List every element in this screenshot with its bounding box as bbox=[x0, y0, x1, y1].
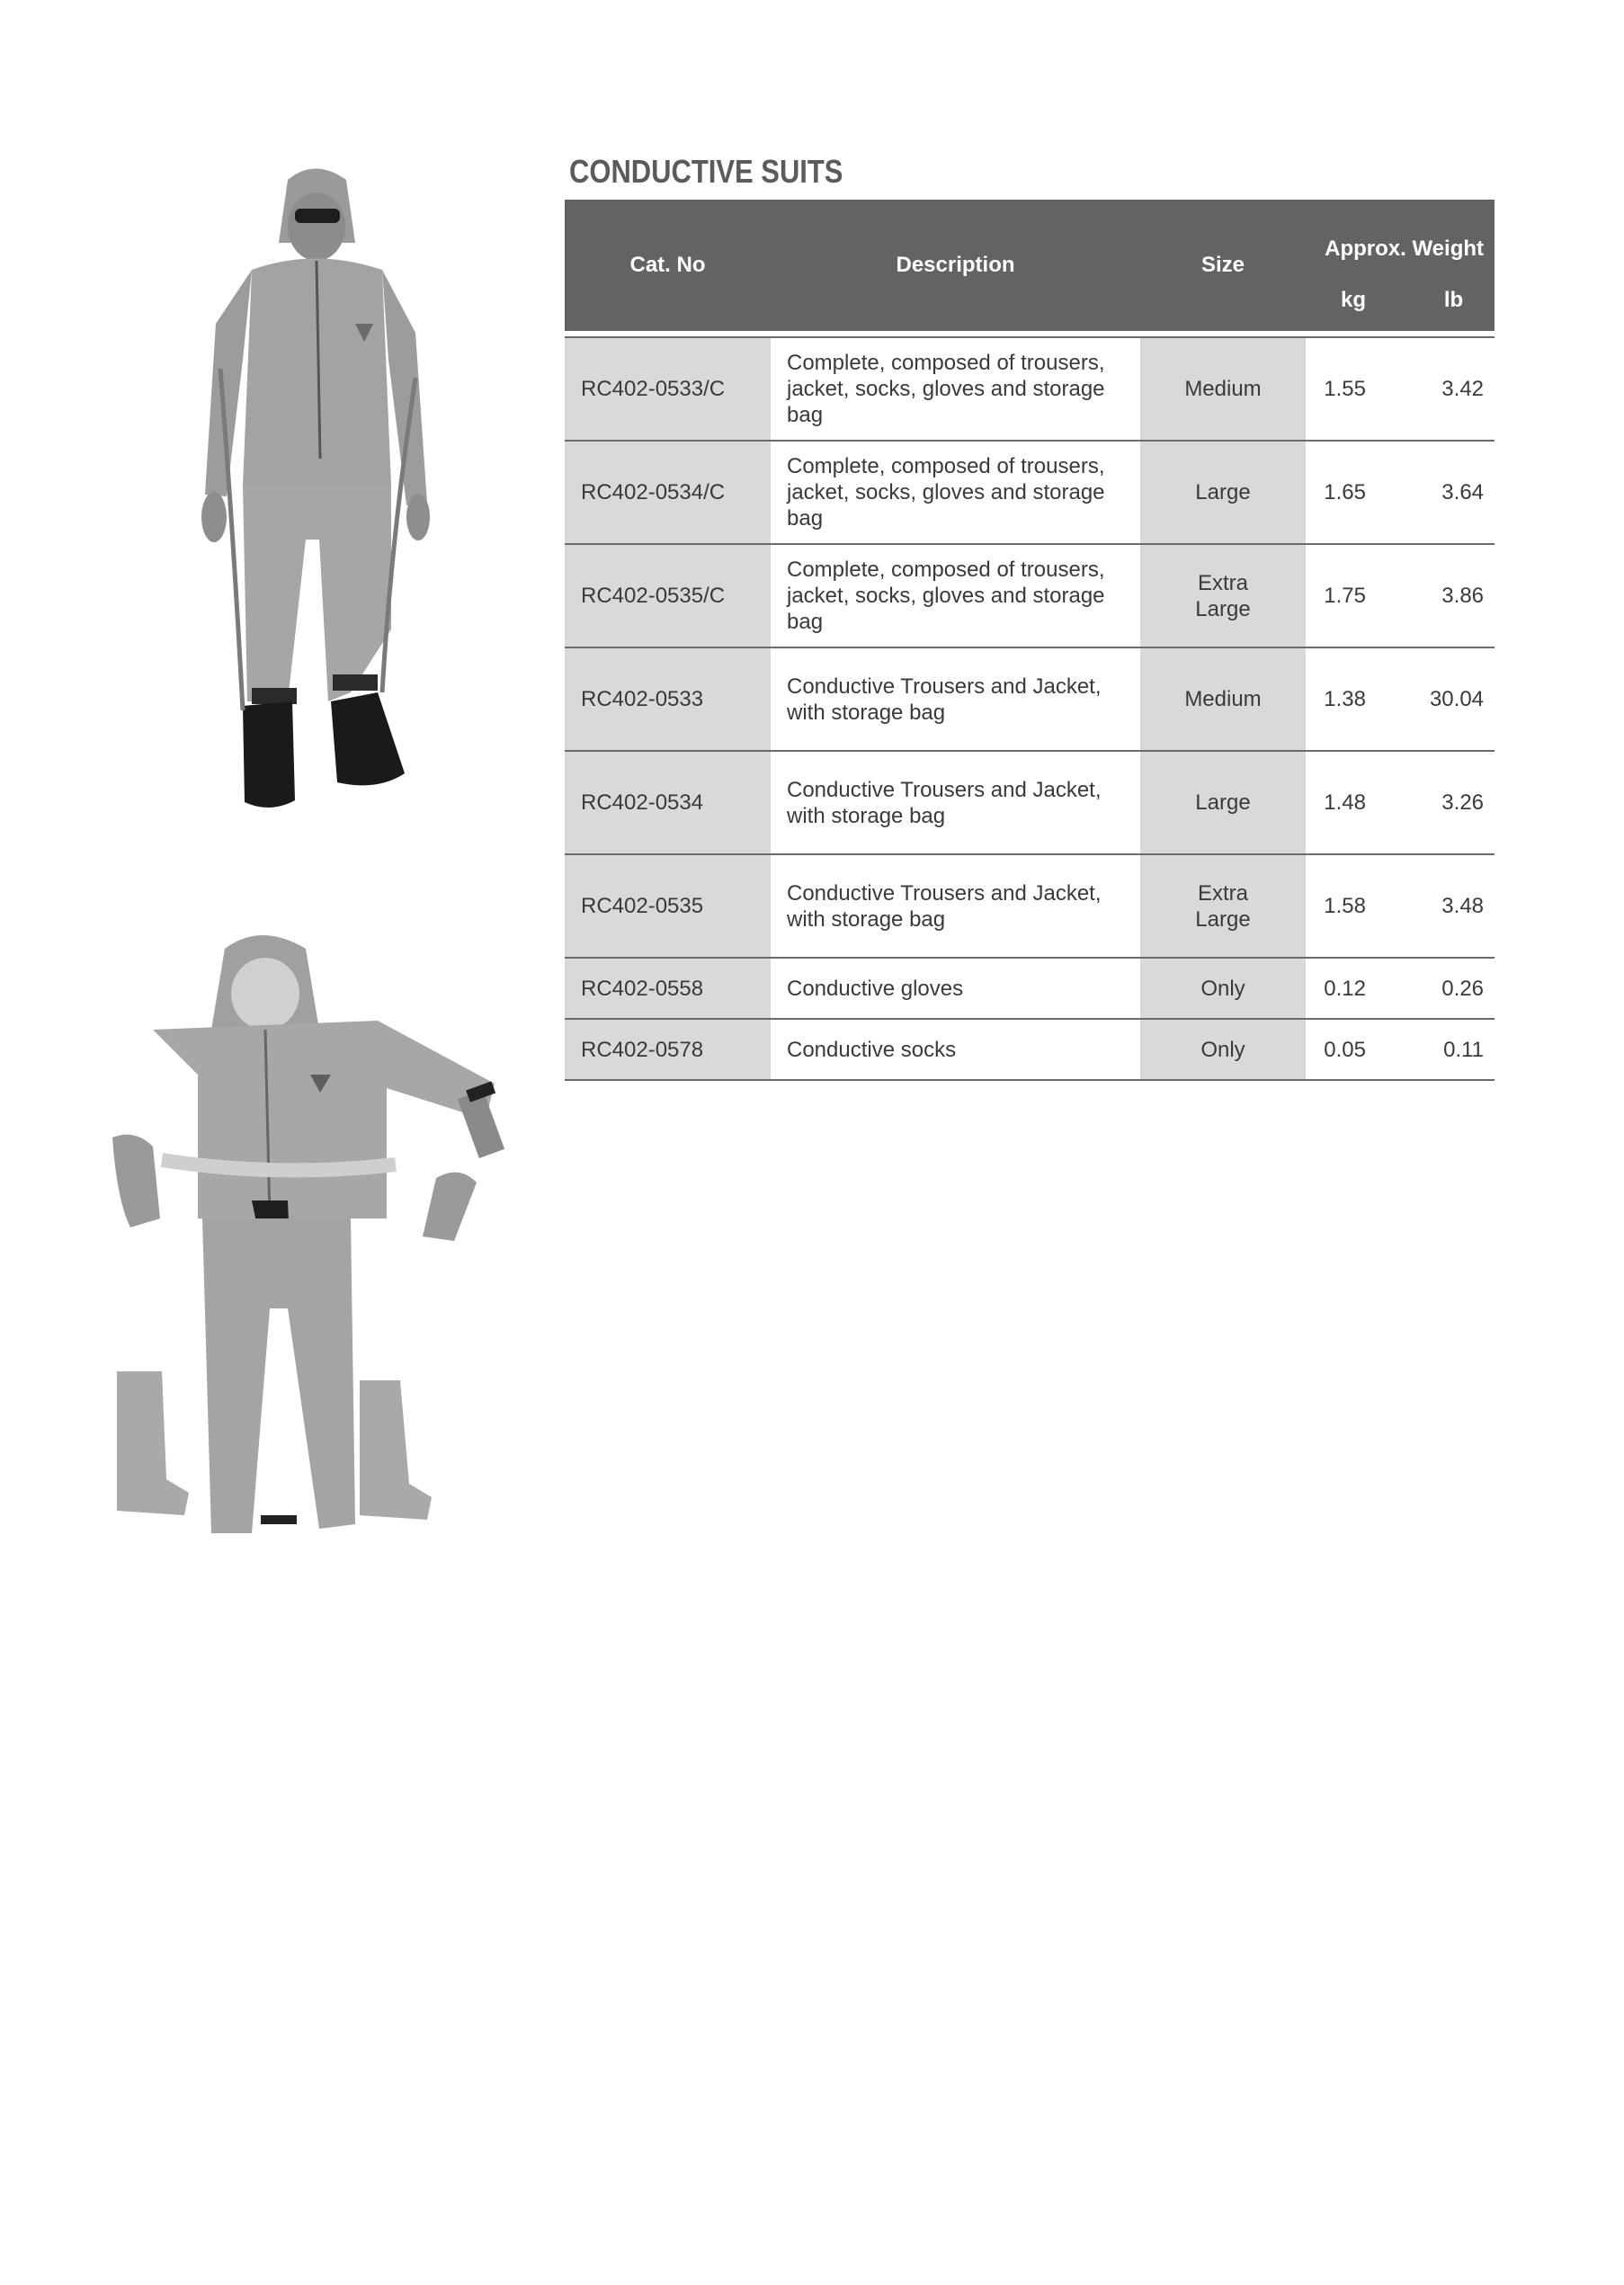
cell-lb: 3.48 bbox=[1398, 854, 1495, 958]
cell-lb: 3.26 bbox=[1398, 751, 1495, 854]
cell-size: Medium bbox=[1140, 647, 1306, 751]
cell-cat-no: RC402-0533/C bbox=[565, 337, 771, 441]
page-title: CONDUCTIVE SUITS bbox=[569, 153, 843, 190]
table-row bbox=[565, 337, 1495, 441]
cell-lb: 3.64 bbox=[1398, 441, 1495, 544]
cell-kg: 1.58 bbox=[1306, 854, 1398, 958]
cell-kg: 0.12 bbox=[1306, 958, 1398, 1019]
cell-kg: 0.05 bbox=[1306, 1019, 1398, 1080]
col-header-weight: Approx. Weight bbox=[1306, 200, 1495, 269]
spec-table bbox=[565, 200, 1495, 1081]
person-wearing-suit-photo bbox=[180, 162, 450, 827]
col-header-size: Size bbox=[1140, 200, 1306, 331]
cell-size: Large bbox=[1140, 751, 1306, 854]
cell-description: Complete, composed of trousers, jacket, socks, gloves and storage bag bbox=[771, 441, 1140, 544]
cell-kg: 1.75 bbox=[1306, 544, 1398, 647]
cell-description: Conductive Trousers and Jacket, with storage bag bbox=[771, 647, 1140, 751]
cell-description: Conductive gloves bbox=[771, 958, 1140, 1019]
table-row bbox=[565, 1019, 1495, 1080]
cell-cat-no: RC402-0534 bbox=[565, 751, 771, 854]
cell-cat-no: RC402-0534/C bbox=[565, 441, 771, 544]
suit-components-photo bbox=[99, 931, 513, 1551]
cell-kg: 1.65 bbox=[1306, 441, 1398, 544]
col-header-lb: lb bbox=[1398, 269, 1495, 331]
cell-lb: 0.26 bbox=[1398, 958, 1495, 1019]
cell-description: Conductive Trousers and Jacket, with storage bag bbox=[771, 751, 1140, 854]
cell-size: Medium bbox=[1140, 337, 1306, 441]
cell-size: Large bbox=[1140, 441, 1306, 544]
table-row bbox=[565, 647, 1495, 751]
table-row bbox=[565, 751, 1495, 854]
col-header-description: Description bbox=[771, 200, 1140, 331]
cell-size: Extra Large bbox=[1140, 544, 1306, 647]
cell-lb: 3.86 bbox=[1398, 544, 1495, 647]
cell-lb: 0.11 bbox=[1398, 1019, 1495, 1080]
col-header-kg: kg bbox=[1306, 269, 1398, 331]
table-row bbox=[565, 544, 1495, 647]
table-row bbox=[565, 441, 1495, 544]
cell-description: Conductive Trousers and Jacket, with storage bag bbox=[771, 854, 1140, 958]
cell-cat-no: RC402-0535 bbox=[565, 854, 771, 958]
table-row bbox=[565, 958, 1495, 1019]
cell-description: Complete, composed of trousers, jacket, socks, gloves and storage bag bbox=[771, 544, 1140, 647]
cell-kg: 1.48 bbox=[1306, 751, 1398, 854]
cell-kg: 1.38 bbox=[1306, 647, 1398, 751]
table-row bbox=[565, 854, 1495, 958]
table-header-row-top bbox=[565, 200, 1495, 269]
cell-description: Conductive socks bbox=[771, 1019, 1140, 1080]
cell-size: Only bbox=[1140, 1019, 1306, 1080]
cell-cat-no: RC402-0533 bbox=[565, 647, 771, 751]
cell-lb: 3.42 bbox=[1398, 337, 1495, 441]
cell-size: Only bbox=[1140, 958, 1306, 1019]
cell-size: Extra Large bbox=[1140, 854, 1306, 958]
cell-cat-no: RC402-0578 bbox=[565, 1019, 771, 1080]
cell-kg: 1.55 bbox=[1306, 337, 1398, 441]
cell-lb: 30.04 bbox=[1398, 647, 1495, 751]
col-header-cat-no: Cat. No bbox=[565, 200, 771, 331]
cell-cat-no: RC402-0558 bbox=[565, 958, 771, 1019]
cell-cat-no: RC402-0535/C bbox=[565, 544, 771, 647]
cell-description: Complete, composed of trousers, jacket, socks, gloves and storage bag bbox=[771, 337, 1140, 441]
